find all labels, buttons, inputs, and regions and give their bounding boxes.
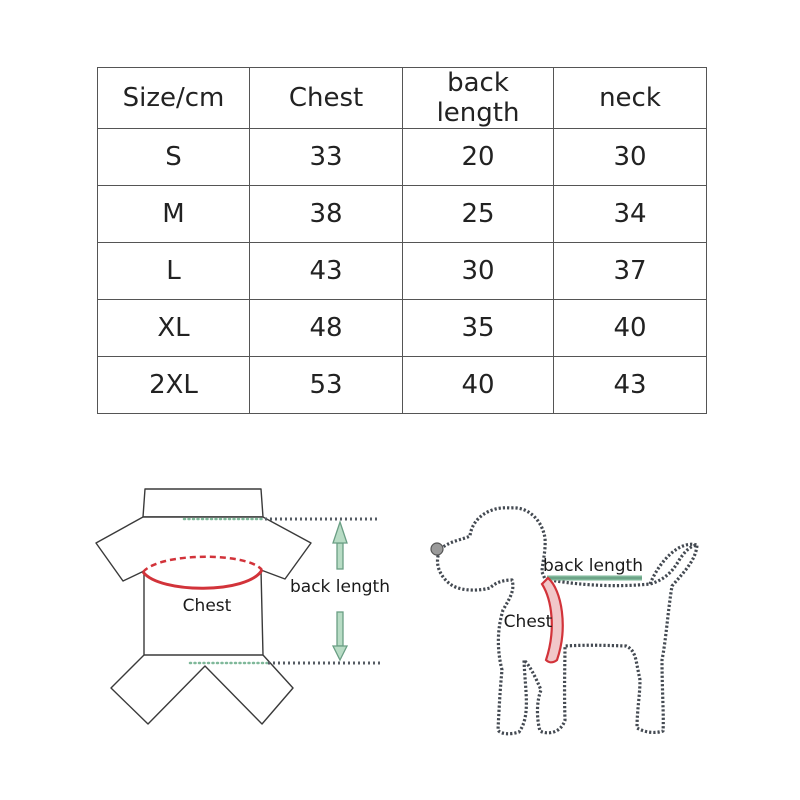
shirt-back-length-label: back length [290,577,390,597]
cell-neck: 34 [554,186,707,243]
cell-neck: 30 [554,129,707,186]
cell-size: L [98,243,250,300]
dog-nose-icon [431,543,443,555]
header-neck: neck [554,68,707,129]
cell-back-length: 30 [403,243,554,300]
dog-back-length-label: back length [543,556,643,576]
cell-back-length: 35 [403,300,554,357]
header-size: Size/cm [98,68,250,129]
header-back-length: back length [403,68,554,129]
cell-chest: 43 [250,243,403,300]
shirt-collar-icon [143,489,263,517]
cell-back-length: 20 [403,129,554,186]
cell-size: XL [98,300,250,357]
header-chest: Chest [250,68,403,129]
cell-chest: 48 [250,300,403,357]
cell-back-length: 25 [403,186,554,243]
cell-size: S [98,129,250,186]
dog-tail-loop [650,544,697,584]
cell-size: M [98,186,250,243]
cell-neck: 37 [554,243,707,300]
shirt-chest-label: Chest [182,596,232,616]
cell-neck: 40 [554,300,707,357]
cell-size: 2XL [98,357,250,414]
shirt-body-outline [96,517,311,724]
dog-chest-label: Chest [503,612,553,632]
cell-chest: 33 [250,129,403,186]
cell-neck: 43 [554,357,707,414]
cell-chest: 53 [250,357,403,414]
dog-outline [438,508,698,734]
cell-back-length: 40 [403,357,554,414]
cell-chest: 38 [250,186,403,243]
